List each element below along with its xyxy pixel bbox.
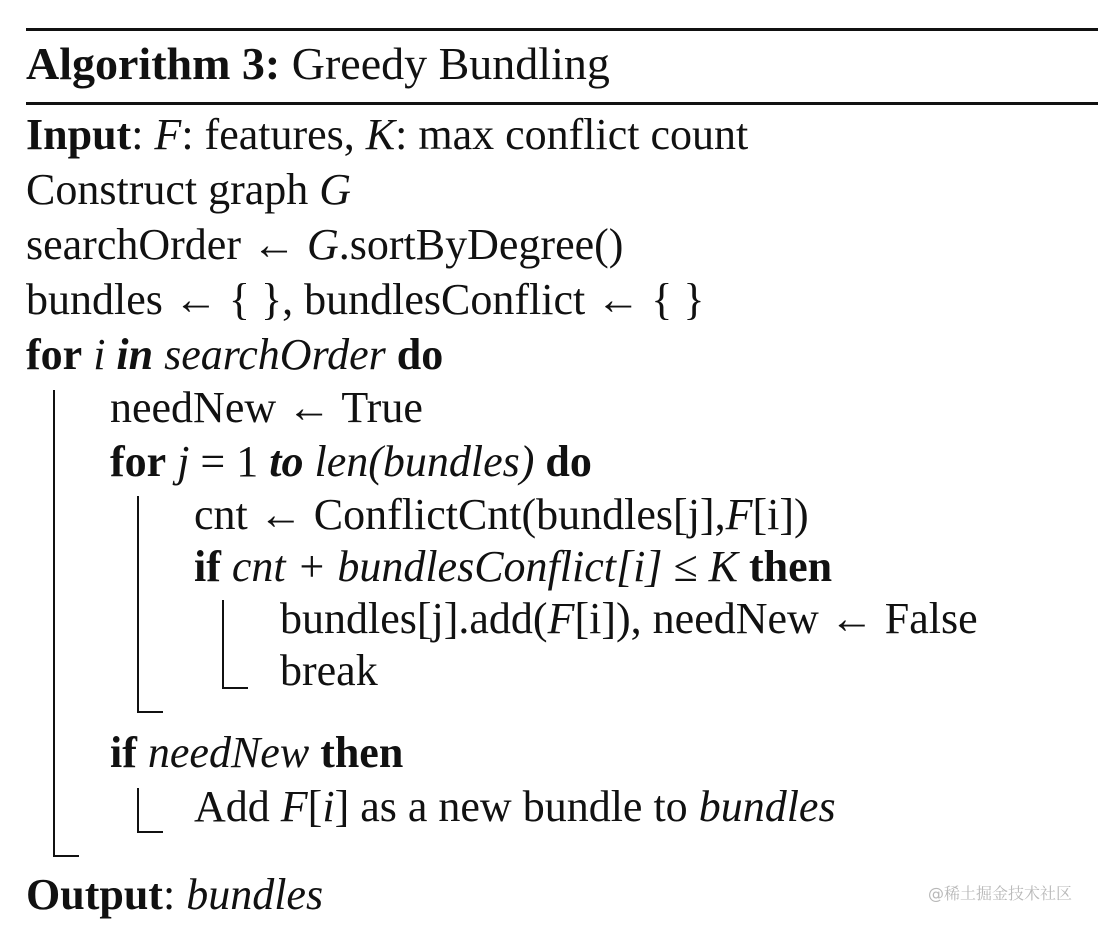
len-bundles-expr: len(bundles) — [314, 437, 535, 486]
kw-do: do — [396, 330, 444, 379]
bracket-close: ] — [334, 782, 350, 831]
add-line — [280, 594, 978, 644]
inner-for-block-bar — [137, 496, 139, 712]
var-bundles: bundles — [698, 782, 836, 831]
var-i: i — [93, 330, 106, 379]
search-order-expr: searchOrder — [164, 330, 386, 379]
need-new-expr: needNew — [147, 728, 310, 777]
input-sep: : — [131, 110, 155, 159]
need-new-true-line — [110, 383, 423, 433]
output-value: bundles — [186, 870, 324, 919]
input-keyword: Input — [26, 110, 132, 159]
search-order-lhs: searchOrder ← — [26, 220, 307, 269]
top-rule — [26, 28, 1098, 31]
cnt-post: [i]) — [752, 490, 809, 539]
add-new-bundle-line — [194, 782, 836, 832]
if-cnt-line — [194, 542, 832, 592]
if-cnt-block-end — [222, 687, 248, 689]
title-rule — [26, 102, 1098, 105]
search-order-line — [26, 220, 623, 270]
bundles-init-line — [26, 275, 704, 325]
kw-then: then — [320, 728, 404, 777]
kw-if: if — [110, 728, 137, 777]
var-k: K — [365, 110, 396, 159]
var-j: j — [177, 437, 190, 486]
kw-for: for — [110, 437, 167, 486]
var-g: G — [306, 220, 339, 269]
if-need-new-block-end — [137, 831, 163, 833]
construct-text: Construct graph — [26, 165, 320, 214]
var-k: K — [708, 542, 738, 591]
var-f: F — [154, 110, 182, 159]
kw-if: if — [194, 542, 221, 591]
construct-line — [26, 165, 351, 215]
if-cnt-op: ≤ — [662, 542, 709, 591]
output-keyword: Output — [26, 870, 163, 919]
if-cnt-expr: cnt + bundlesConflict[i] — [231, 542, 663, 591]
var-g: G — [319, 165, 352, 214]
bracket-open: [ — [307, 782, 323, 831]
break-text: break — [280, 646, 378, 695]
inner-for-block-end — [137, 711, 163, 713]
var-i: i — [322, 782, 335, 831]
algorithm-label: Algorithm 3: — [26, 38, 281, 89]
if-need-new-line — [110, 728, 403, 778]
add-new-mid: as a new bundle to — [349, 782, 699, 831]
search-order-rest: .sortByDegree() — [338, 220, 624, 269]
outer-for-line — [26, 330, 443, 380]
watermark: @稀土掘金技术社区 — [928, 884, 1073, 903]
var-f: F — [547, 594, 575, 643]
inner-for-line — [110, 437, 592, 487]
cnt-line — [194, 490, 809, 540]
kw-for: for — [26, 330, 83, 379]
break-line — [280, 646, 378, 696]
outer-for-block-bar — [53, 390, 55, 856]
kw-in: in — [116, 330, 154, 379]
bundles-init-text: bundles ← { }, bundlesConflict ← { } — [26, 275, 705, 324]
kw-then: then — [748, 542, 833, 591]
outer-for-block-end — [53, 855, 79, 857]
add-pre: bundles[j].add( — [280, 594, 548, 643]
algorithm-name: Greedy Bundling — [291, 38, 610, 89]
if-cnt-block-bar — [222, 600, 224, 688]
output-line — [26, 870, 323, 920]
input-f-text: : features, — [181, 110, 366, 159]
output-sep: : — [162, 870, 187, 919]
var-f: F — [280, 782, 308, 831]
add-new-pre: Add — [194, 782, 281, 831]
add-post: [i]), needNew ← False — [574, 594, 978, 643]
cnt-pre: cnt ← ConflictCnt(bundles[j], — [194, 490, 726, 539]
input-line — [26, 110, 748, 160]
input-k-text: : max conflict count — [395, 110, 749, 159]
kw-do: do — [545, 437, 592, 486]
kw-to: to — [269, 437, 304, 486]
algorithm-title — [26, 38, 610, 90]
var-f: F — [725, 490, 753, 539]
inner-for-eq: = 1 — [189, 437, 270, 486]
if-need-new-block-bar — [137, 788, 139, 832]
need-new-true-text: needNew ← True — [110, 383, 423, 432]
